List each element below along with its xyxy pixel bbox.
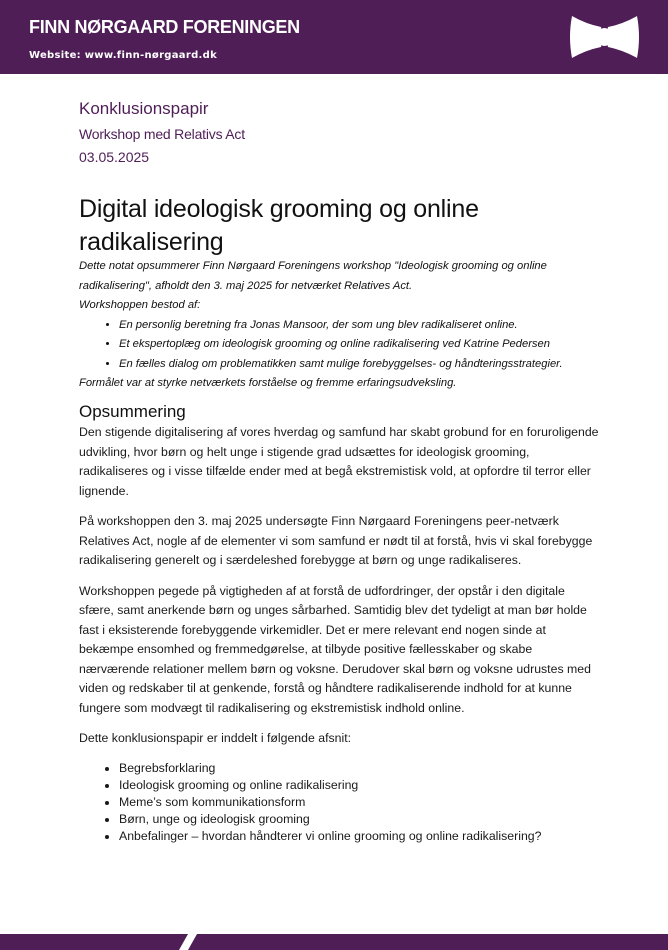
- section-list: [79, 760, 599, 845]
- intro-purpose: Formålet var at styrke netværkets forståelse og fremme erfaringsudveksling.: [79, 377, 457, 389]
- page-header: [0, 0, 668, 74]
- doc-date: 03.05.2025: [79, 149, 150, 165]
- org-name: FINN NØRGAARD FORENINGEN: [29, 17, 300, 37]
- doc-type: Konklusionspapir: [79, 99, 209, 118]
- body-paragraph: Workshoppen pegede på vigtigheden af at forstå de udfordringer, der opstår i den digitale sfære, samt anerkende børn og unges sårbarhed. Samtidig blev det tydeligt at man bør holde fast i eksisterende forebyggende virkemidler. Det er mere relevant end nogen sinde at bekæmpe ensomhed og fremmedgørelse, at tilbyde positive fællesskaber og skabe nærværende relationer mellem børn og voksne. Derudover skal børn og voksne udrustes med viden og redskaber til at genkende, forstå og håndtere radikaliserende indhold for at kunne fungere som modvægt til radikalisering og ekstremistisk indhold online.: [79, 583, 591, 715]
- workshop-subtitle: Workshop med Relativs Act: [79, 126, 245, 142]
- section-list-item: • Meme’s som kommunikationsform: [119, 794, 599, 811]
- intro-list-item: • En fælles dialog om problematikken samt mulige forebyggelses- og håndteringsstrategier.: [119, 355, 619, 375]
- intro-list-item: • Et ekspertoplæg om ideologisk grooming og online radikalisering ved Katrine Pedersen: [119, 335, 619, 355]
- intro-section: [79, 257, 619, 394]
- intro-list-heading: Workshoppen bestod af:: [79, 299, 201, 311]
- section-heading-summary: Opsummering: [79, 402, 186, 421]
- body-paragraph: Dette konklusionspapir er inddelt i følgende afsnit:: [79, 731, 352, 745]
- body-paragraph: Den stigende digitalisering af vores hverdag og samfund har skabt grobund for en foruroligende udvikling, hvor børn og helt unge i stigende grad udsættes for ideologisk grooming, radikaliseres og i visse tilfælde ender med at begå ekstremistisk vold, at opfordre til terror eller lignende.: [79, 425, 599, 498]
- section-list-item: • Anbefalinger – hvordan håndterer vi online grooming og online radikalisering?: [119, 828, 599, 845]
- body-paragraph: På workshoppen den 3. maj 2025 undersøgte Finn Nørgaard Foreningens peer-netværk Relatives Act, nogle af de elementer vi som samfund er nødt til at forstå, hvis vi skal forebygge radikalisering generelt og i særdeleshed forebygge at børn og unge radikaliseres.: [79, 514, 593, 567]
- intro-list-item: • En personlig beretning fra Jonas Mansoor, der som ung blev radikaliseret online.: [119, 316, 619, 336]
- section-list-item: • Børn, unge og ideologisk grooming: [119, 811, 599, 828]
- intro-list: [79, 316, 619, 375]
- intro-paragraph: Dette notat opsummerer Finn Nørgaard Foreningens workshop "Ideologisk grooming og online radikalisering", afholdt den 3. maj 2025 for netværket Relatives Act.: [79, 260, 547, 292]
- bowtie-icon: [568, 13, 641, 61]
- section-list-item: • Begrebsforklaring: [119, 760, 599, 777]
- footer-bar: [0, 934, 668, 950]
- section-list-item: • Ideologisk grooming og online radikalisering: [119, 777, 599, 794]
- summary-body: [79, 423, 599, 845]
- page-title: Digital ideologisk grooming og online radikalisering: [79, 195, 479, 256]
- website-link[interactable]: Website: www.finn-nørgaard.dk: [29, 50, 218, 61]
